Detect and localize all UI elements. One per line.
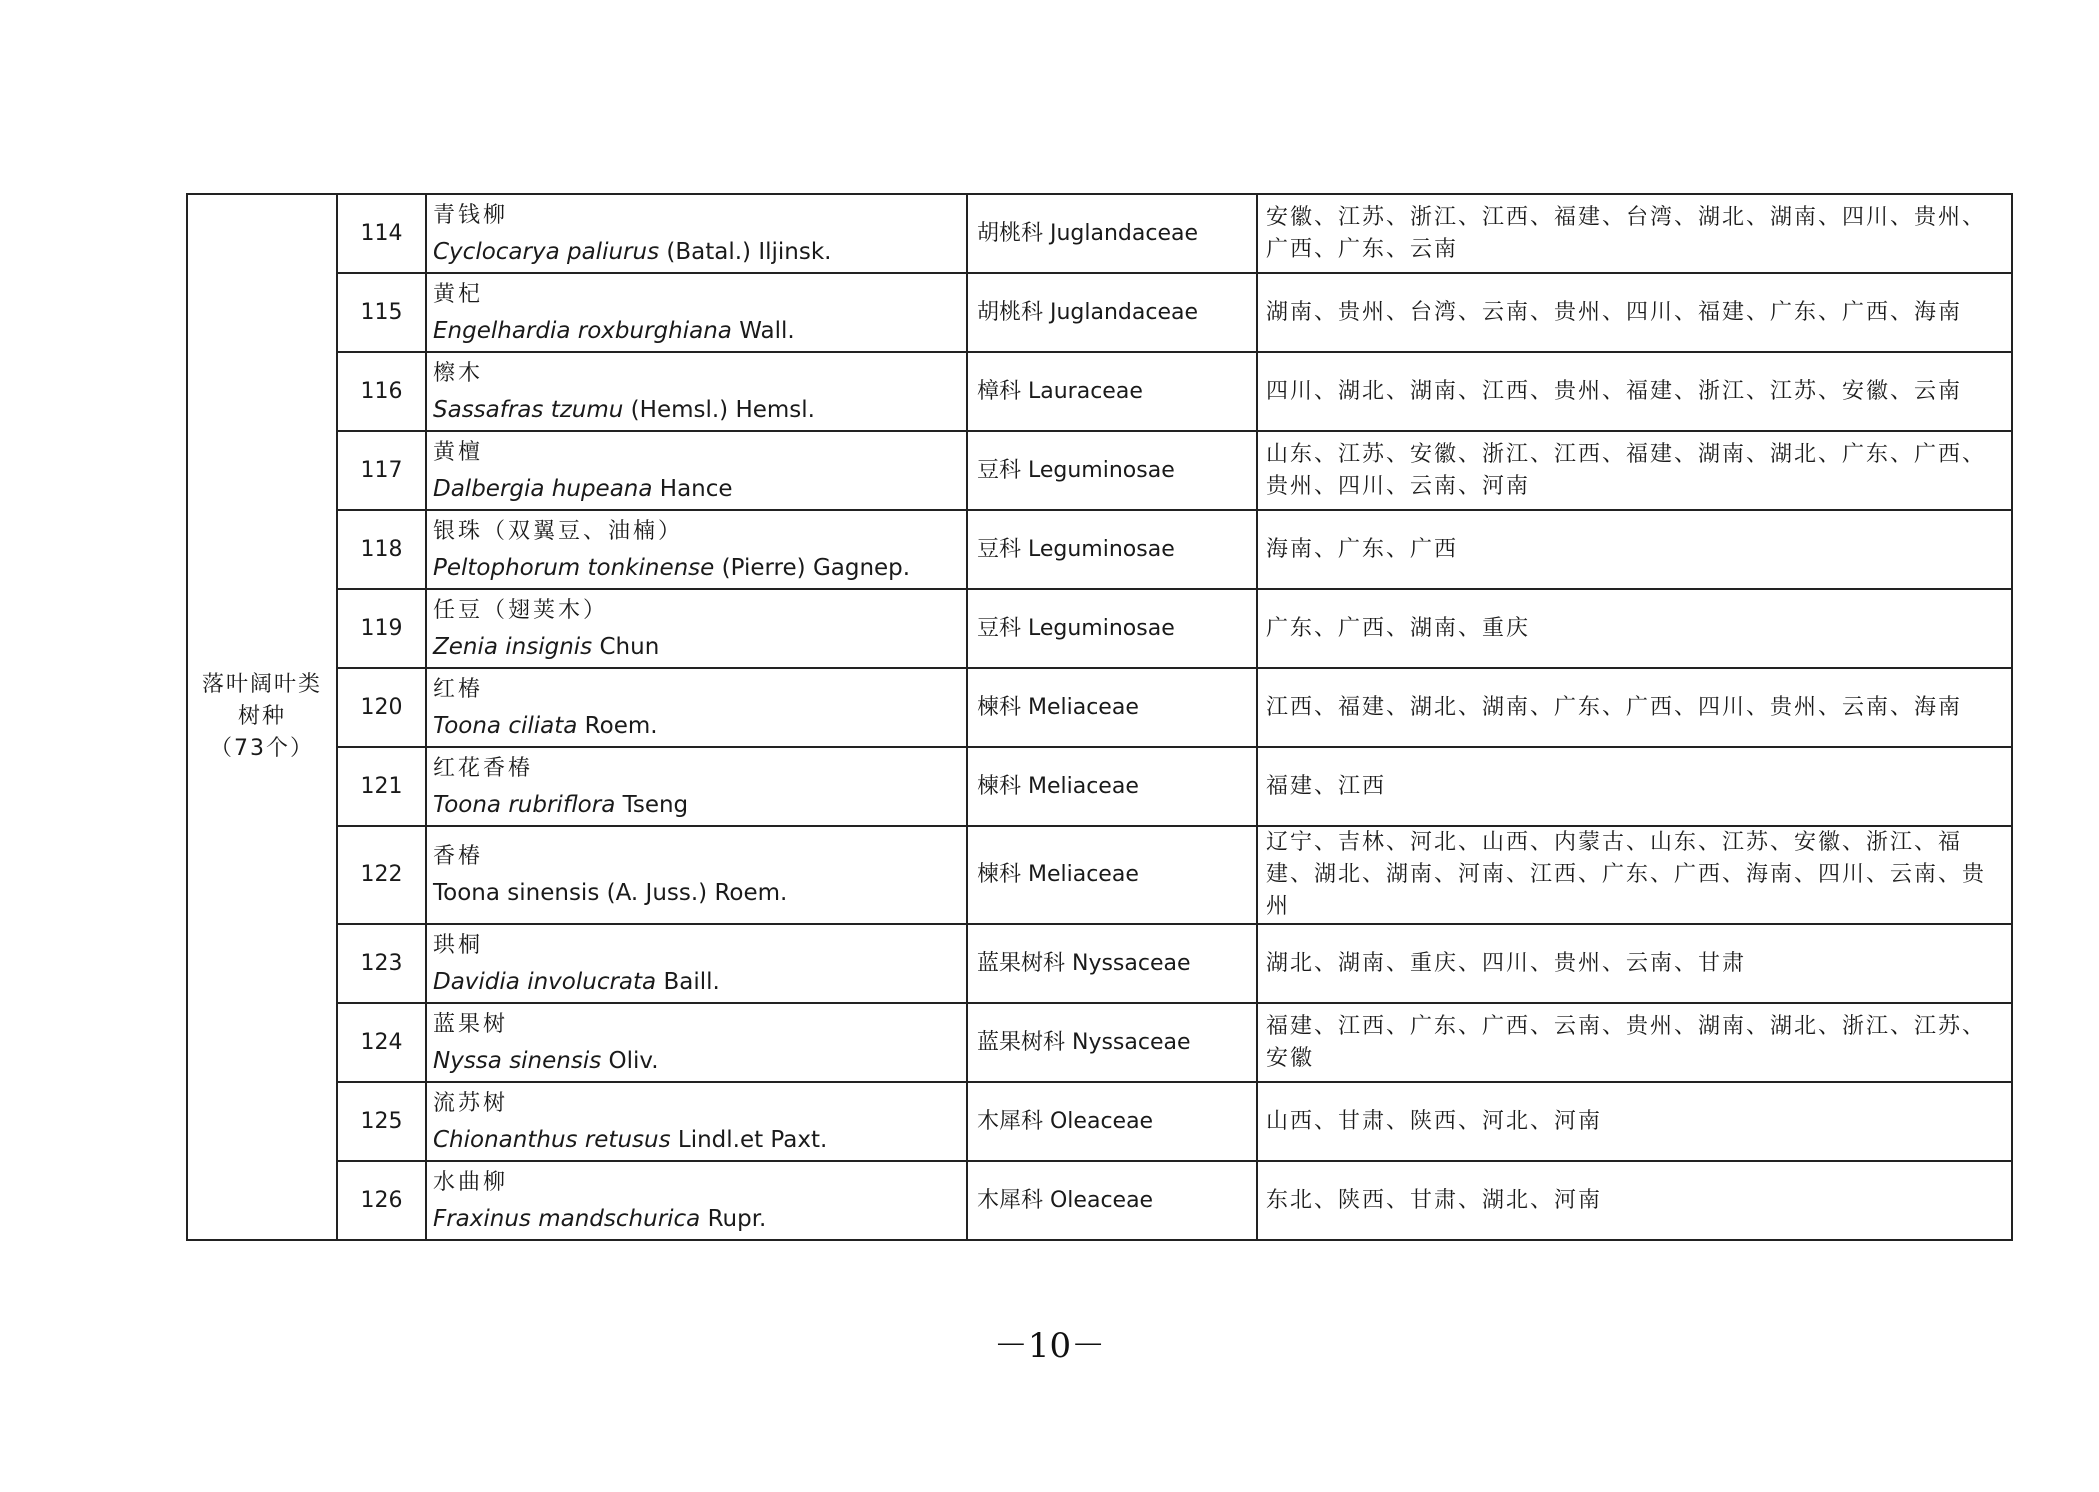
chinese-name: 任豆（翅荚木） xyxy=(433,597,609,623)
family-cell: 蓝果树科 Nyssaceae xyxy=(967,924,1257,1003)
species-number: 114 xyxy=(337,194,426,273)
distribution-cell: 江西、福建、湖北、湖南、广东、广西、四川、贵州、云南、海南 xyxy=(1257,668,2012,747)
table-row xyxy=(187,668,2012,747)
species-name-cell xyxy=(426,352,967,431)
distribution-cell: 湖北、湖南、重庆、四川、贵州、云南、甘肃 xyxy=(1257,924,2012,1003)
chinese-name: 蓝果树 xyxy=(433,1011,509,1037)
species-number: 115 xyxy=(337,273,426,352)
table-row xyxy=(187,1003,2012,1082)
chinese-name: 珙桐 xyxy=(433,932,484,958)
family-cell: 胡桃科 Juglandaceae xyxy=(967,273,1257,352)
scientific-authority: Wall. xyxy=(731,317,795,344)
scientific-name xyxy=(433,471,966,507)
species-name-cell xyxy=(426,747,967,826)
scientific-authority: Rupr. xyxy=(700,1205,767,1232)
scientific-authority: (Batal.) Iljinsk. xyxy=(659,238,832,265)
chinese-name: 流苏树 xyxy=(433,1090,509,1116)
family-cell: 樟科 Lauraceae xyxy=(967,352,1257,431)
scientific-name xyxy=(433,392,966,428)
species-name-cell xyxy=(426,1082,967,1161)
table-row xyxy=(187,352,2012,431)
species-number: 124 xyxy=(337,1003,426,1082)
distribution-cell: 山东、江苏、安徽、浙江、江西、福建、湖南、湖北、广东、广西、贵州、四川、云南、河南 xyxy=(1257,431,2012,510)
scientific-binomial: Toona rubriflora xyxy=(433,791,616,818)
scientific-binomial: Sassafras tzumu xyxy=(433,396,624,423)
chinese-name: 檫木 xyxy=(433,360,484,386)
category-label-line1: 落叶阔叶类 xyxy=(201,672,322,697)
species-name-cell xyxy=(426,924,967,1003)
scientific-binomial: Chionanthus retusus xyxy=(433,1126,671,1153)
distribution-cell: 安徽、江苏、浙江、江西、福建、台湾、湖北、湖南、四川、贵州、广西、广东、云南 xyxy=(1257,194,2012,273)
scientific-name xyxy=(433,234,966,270)
scientific-authority: Lindl.et Paxt. xyxy=(670,1126,828,1153)
species-number: 117 xyxy=(337,431,426,510)
species-name-cell xyxy=(426,826,967,924)
chinese-name: 红椿 xyxy=(433,676,484,702)
scientific-name xyxy=(433,550,966,586)
table-row xyxy=(187,589,2012,668)
category-cell xyxy=(187,194,337,1240)
category-label-line2: 树种 xyxy=(237,704,286,729)
scientific-name xyxy=(433,1122,966,1158)
species-number: 120 xyxy=(337,668,426,747)
table-row xyxy=(187,924,2012,1003)
distribution-cell: 湖南、贵州、台湾、云南、贵州、四川、福建、广东、广西、海南 xyxy=(1257,273,2012,352)
scientific-binomial: Toona ciliata xyxy=(433,712,578,739)
family-cell: 木犀科 Oleaceae xyxy=(967,1161,1257,1240)
scientific-binomial: Peltophorum tonkinense xyxy=(433,554,715,581)
scientific-authority: Oliv. xyxy=(601,1047,659,1074)
species-name-cell xyxy=(426,668,967,747)
distribution-cell: 海南、广东、广西 xyxy=(1257,510,2012,589)
species-number: 121 xyxy=(337,747,426,826)
scientific-authority: Tseng xyxy=(615,791,689,818)
species-name-cell xyxy=(426,510,967,589)
species-name-cell xyxy=(426,273,967,352)
chinese-name: 青钱柳 xyxy=(433,202,509,228)
species-name-cell xyxy=(426,1003,967,1082)
chinese-name: 黄檀 xyxy=(433,439,484,465)
distribution-cell: 广东、广西、湖南、重庆 xyxy=(1257,589,2012,668)
table-row xyxy=(187,826,2012,924)
species-number: 122 xyxy=(337,826,426,924)
species-number: 116 xyxy=(337,352,426,431)
table-row xyxy=(187,194,2012,273)
table-row xyxy=(187,510,2012,589)
scientific-binomial: Engelhardia roxburghiana xyxy=(433,317,732,344)
scientific-authority: Baill. xyxy=(656,968,720,995)
category-label-line3: （73个） xyxy=(210,736,314,761)
species-number: 118 xyxy=(337,510,426,589)
species-number: 123 xyxy=(337,924,426,1003)
distribution-cell: 东北、陕西、甘肃、湖北、河南 xyxy=(1257,1161,2012,1240)
scientific-name xyxy=(433,1043,966,1079)
family-cell: 楝科 Meliaceae xyxy=(967,747,1257,826)
scientific-authority: (Hemsl.) Hemsl. xyxy=(623,396,815,423)
chinese-name: 红花香椿 xyxy=(433,755,534,781)
table-row xyxy=(187,431,2012,510)
family-cell: 豆科 Leguminosae xyxy=(967,431,1257,510)
scientific-authority: Toona sinensis (A. Juss.) Roem. xyxy=(433,880,788,906)
scientific-binomial: Zenia insignis xyxy=(433,633,593,660)
species-table xyxy=(186,193,2013,1241)
distribution-cell: 辽宁、吉林、河北、山西、内蒙古、山东、江苏、安徽、浙江、福建、湖北、湖南、河南、江西、广东、广西、海南、四川、云南、贵州 xyxy=(1257,826,2012,924)
scientific-binomial: Dalbergia hupeana xyxy=(433,475,653,502)
species-number: 119 xyxy=(337,589,426,668)
family-cell: 胡桃科 Juglandaceae xyxy=(967,194,1257,273)
scientific-authority: Roem. xyxy=(577,712,658,739)
scientific-authority: Hance xyxy=(652,475,733,502)
scientific-name xyxy=(433,1201,966,1237)
scientific-authority: (Pierre) Gagnep. xyxy=(714,554,911,581)
species-number: 125 xyxy=(337,1082,426,1161)
chinese-name: 银珠（双翼豆、油楠） xyxy=(433,518,684,544)
family-cell: 楝科 Meliaceae xyxy=(967,668,1257,747)
table-row xyxy=(187,273,2012,352)
scientific-name xyxy=(433,313,966,349)
scientific-binomial: Fraxinus mandschurica xyxy=(433,1205,701,1232)
scientific-name xyxy=(433,708,966,744)
distribution-cell: 福建、江西、广东、广西、云南、贵州、湖南、湖北、浙江、江苏、安徽 xyxy=(1257,1003,2012,1082)
scientific-authority: Chun xyxy=(592,633,660,660)
species-number: 126 xyxy=(337,1161,426,1240)
species-name-cell xyxy=(426,589,967,668)
scientific-name xyxy=(433,787,966,823)
table-row xyxy=(187,747,2012,826)
chinese-name: 黄杞 xyxy=(433,281,484,307)
scientific-name xyxy=(433,964,966,1000)
family-cell: 木犀科 Oleaceae xyxy=(967,1082,1257,1161)
species-name-cell xyxy=(426,194,967,273)
scientific-name xyxy=(433,629,966,665)
table-row xyxy=(187,1161,2012,1240)
scientific-name xyxy=(433,875,966,911)
species-name-cell xyxy=(426,431,967,510)
species-name-cell xyxy=(426,1161,967,1240)
distribution-cell: 福建、江西 xyxy=(1257,747,2012,826)
scientific-binomial: Cyclocarya paliurus xyxy=(433,238,660,265)
page-number: －10－ xyxy=(993,1326,1106,1366)
scientific-binomial: Davidia involucrata xyxy=(433,968,657,995)
species-table-body xyxy=(187,194,2012,1240)
distribution-cell: 四川、湖北、湖南、江西、贵州、福建、浙江、江苏、安徽、云南 xyxy=(1257,352,2012,431)
family-cell: 豆科 Leguminosae xyxy=(967,589,1257,668)
chinese-name: 香椿 xyxy=(433,844,484,869)
distribution-cell: 山西、甘肃、陕西、河北、河南 xyxy=(1257,1082,2012,1161)
table-row xyxy=(187,1082,2012,1161)
family-cell: 蓝果树科 Nyssaceae xyxy=(967,1003,1257,1082)
family-cell: 楝科 Meliaceae xyxy=(967,826,1257,924)
scientific-binomial: Nyssa sinensis xyxy=(433,1047,602,1074)
chinese-name: 水曲柳 xyxy=(433,1169,509,1195)
family-cell: 豆科 Leguminosae xyxy=(967,510,1257,589)
